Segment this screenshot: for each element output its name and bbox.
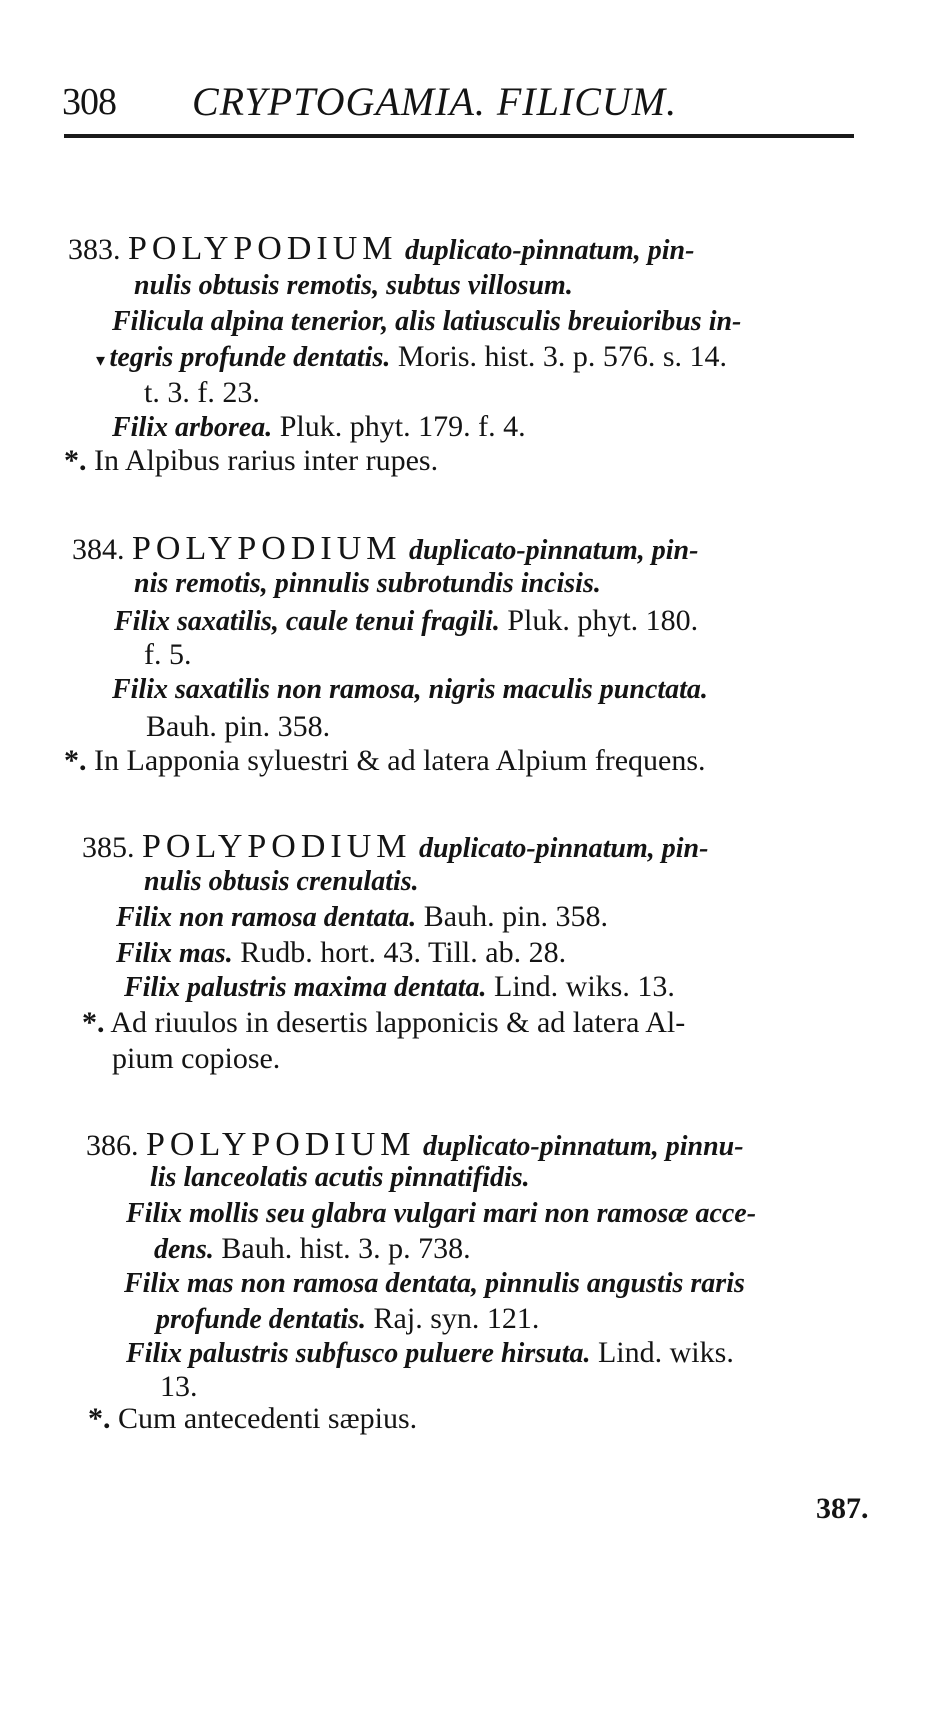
synonym-continued: ▾ tegris profunde dentatis. Moris. hist. 3. p. 576. s. 14. bbox=[96, 340, 728, 373]
habitat-text: In Alpibus rarius inter rupes. bbox=[94, 444, 439, 477]
diagnosis: duplicato-pinnatum, pin- bbox=[419, 833, 709, 864]
habitat-text: Cum antecedenti sæpius. bbox=[118, 1402, 418, 1435]
synonym-reference: Lind. wiks. 13. bbox=[494, 970, 675, 1003]
entry-number: 384. bbox=[72, 533, 125, 566]
synonym-text: profunde dentatis. bbox=[156, 1304, 367, 1335]
synonym-reference-continued: f. 5. bbox=[144, 638, 192, 671]
diagnosis: duplicato-pinnatum, pin- bbox=[409, 535, 699, 566]
synonym bbox=[116, 902, 608, 932]
header-rule bbox=[64, 134, 854, 138]
entry-heading bbox=[68, 232, 694, 266]
habitat-text: In Lapponia syluestri & ad latera Alpium frequens. bbox=[94, 744, 706, 777]
habitat-text: Ad riuulos in desertis lapponicis & ad latera Al- bbox=[110, 1006, 686, 1039]
synonym-text: Filix mas. bbox=[116, 938, 233, 969]
habitat-continued: pium copiose. bbox=[112, 1042, 281, 1075]
synonym-reference: Moris. hist. 3. p. 576. s. 14. bbox=[397, 340, 728, 373]
genus-name: POLYPODIUM bbox=[128, 230, 398, 267]
synonym-reference: Rudb. hort. 43. Till. ab. 28. bbox=[240, 936, 567, 969]
entry-number: 385. bbox=[82, 831, 135, 864]
synonym bbox=[116, 938, 566, 968]
synonym bbox=[112, 412, 526, 442]
habitat bbox=[64, 746, 706, 776]
habitat-mark: *. bbox=[64, 444, 87, 477]
diagnosis-continued: nulis obtusis remotis, subtus villosum. bbox=[134, 270, 573, 301]
habitat-mark: *. bbox=[64, 744, 87, 777]
catchword: 387. bbox=[816, 1492, 869, 1525]
habitat bbox=[64, 446, 438, 476]
entry-heading bbox=[86, 1128, 744, 1162]
synonym-reference: Pluk. phyt. 179. f. 4. bbox=[279, 410, 526, 443]
page-header bbox=[62, 72, 862, 122]
running-title: CRYPTOGAMIA. FILICUM. bbox=[192, 79, 678, 124]
synonym: Filicula alpina tenerior, alis latiusculis breuioribus in- bbox=[112, 306, 742, 337]
entry-heading bbox=[82, 830, 708, 864]
synonym bbox=[124, 972, 675, 1002]
synonym-reference: Lind. wiks. bbox=[597, 1336, 734, 1369]
genus-name: POLYPODIUM bbox=[146, 1126, 416, 1163]
genus-name: POLYPODIUM bbox=[142, 828, 412, 865]
synonym-text: Filix palustris maxima dentata. bbox=[124, 972, 487, 1003]
synonym bbox=[126, 1338, 734, 1368]
synonym: Filix mollis seu glabra vulgari mari non ramosæ acce- bbox=[126, 1198, 757, 1229]
habitat-mark: *. bbox=[88, 1402, 111, 1435]
page-number: 308 bbox=[62, 81, 116, 123]
synonym: Filix saxatilis non ramosa, nigris maculis punctata. bbox=[112, 674, 708, 705]
entry-heading bbox=[72, 532, 698, 566]
habitat bbox=[88, 1404, 417, 1434]
synonym-continued bbox=[156, 1304, 539, 1334]
synonym-text: tegris profunde dentatis. bbox=[109, 342, 391, 373]
synonym-reference: Bauh. pin. 358. bbox=[423, 900, 608, 933]
genus-name: POLYPODIUM bbox=[132, 530, 402, 567]
synonym-text: Filix arborea. bbox=[112, 412, 273, 443]
diagnosis-continued: nis remotis, pinnulis subrotundis incisis. bbox=[134, 568, 601, 599]
synonym-text: Filix non ramosa dentata. bbox=[116, 902, 417, 933]
synonym-reference-continued: t. 3. f. 23. bbox=[144, 376, 260, 409]
synonym-continued bbox=[154, 1234, 471, 1264]
diagnosis-continued: lis lanceolatis acutis pinnatifidis. bbox=[150, 1162, 530, 1193]
diagnosis-continued: nulis obtusis crenulatis. bbox=[144, 866, 419, 897]
habitat-mark: *. bbox=[82, 1006, 105, 1039]
synonym bbox=[114, 606, 698, 636]
entry-number: 383. bbox=[68, 233, 121, 266]
diagnosis: duplicato-pinnatum, pin- bbox=[405, 235, 695, 266]
synonym-reference: Raj. syn. 121. bbox=[373, 1302, 540, 1335]
synonym-reference-continued: Bauh. pin. 358. bbox=[146, 710, 331, 743]
entry-number: 386. bbox=[86, 1129, 139, 1162]
synonym: Filix mas non ramosa dentata, pinnulis angustis raris bbox=[124, 1268, 745, 1299]
diagnosis: duplicato-pinnatum, pinnu- bbox=[423, 1131, 744, 1162]
synonym-reference: Bauh. hist. 3. p. 738. bbox=[221, 1232, 471, 1265]
synonym-reference-continued: 13. bbox=[160, 1370, 198, 1403]
synonym-text: Filix palustris subfusco puluere hirsuta. bbox=[126, 1338, 591, 1369]
habitat bbox=[82, 1008, 685, 1038]
synonym-reference: Pluk. phyt. 180. bbox=[507, 604, 699, 637]
synonym-text: dens. bbox=[154, 1234, 214, 1265]
synonym-text: Filix saxatilis, caule tenui fragili. bbox=[114, 606, 500, 637]
